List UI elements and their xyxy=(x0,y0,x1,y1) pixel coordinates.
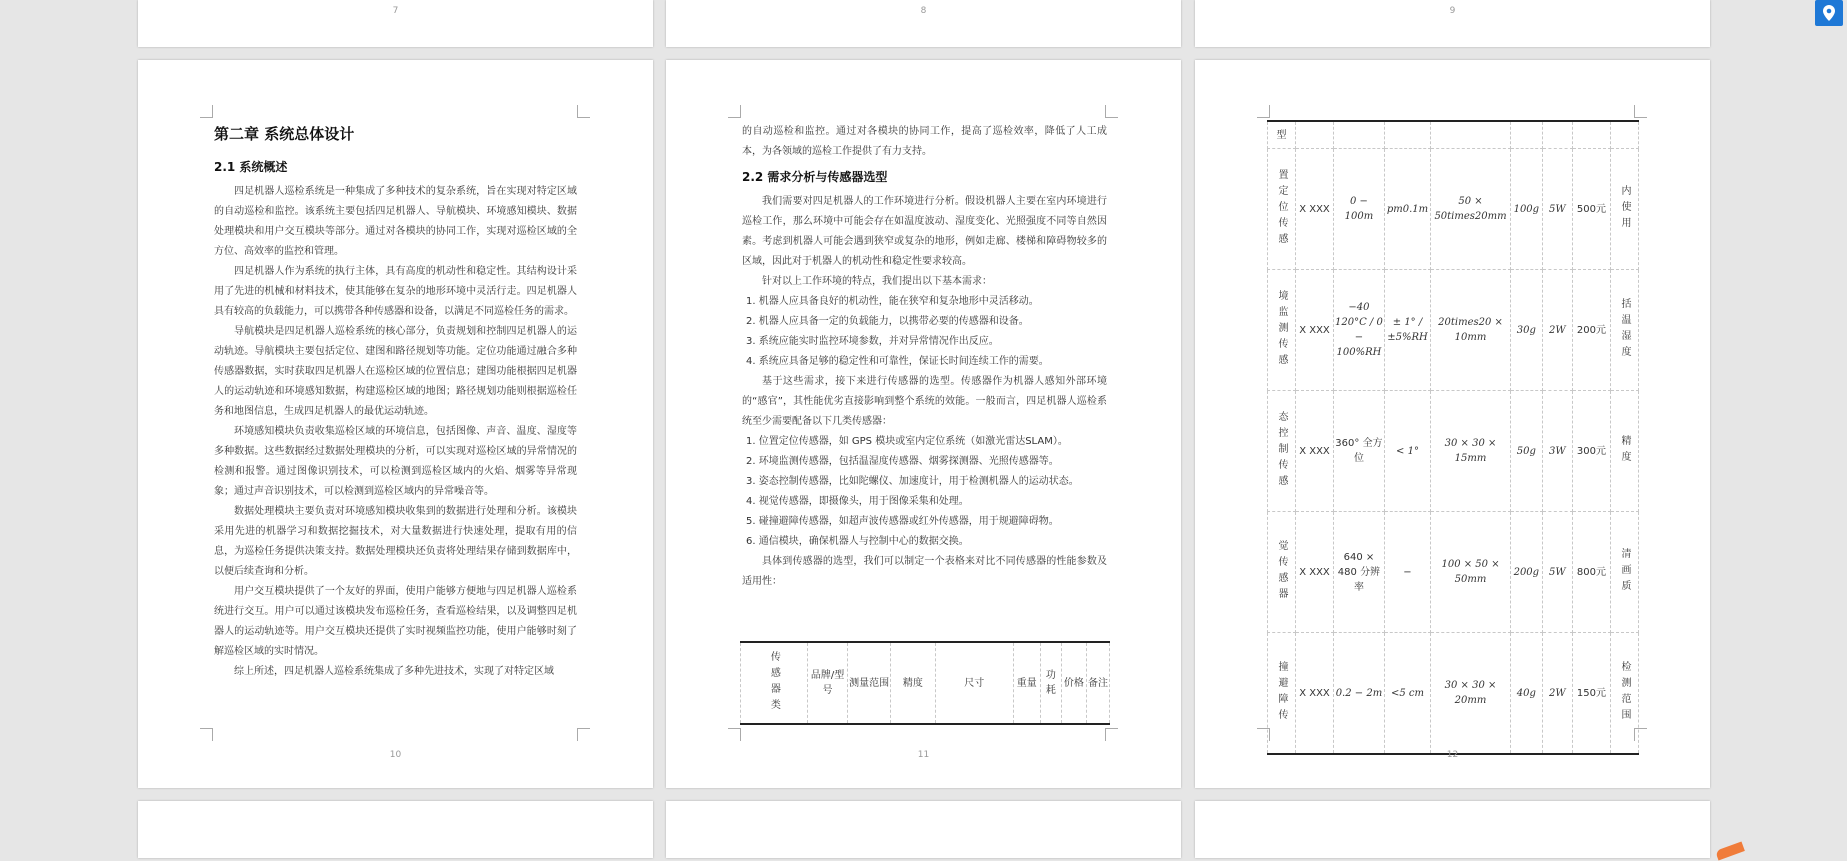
page-8 xyxy=(666,0,1181,47)
table-cell: 200元 xyxy=(1572,270,1610,391)
table-cell: X XXX xyxy=(1295,633,1333,755)
table-cell: 置定位传感 xyxy=(1268,149,1296,270)
paragraph: 四足机器人巡检系统是一种集成了多种技术的复杂系统，旨在实现对特定区域的自动巡检和监控。该系统主要包括四足机器人、导航模块、环境感知模块、数据处理模块和用户交互模块等部分。通过对各模块的协同工作，实现对巡检区域的全方位、高效率的监控和管理。 xyxy=(214,186,577,257)
list-item: 3. 姿态控制传感器，比如陀螺仪、加速度计，用于检测机器人的运动状态。 xyxy=(746,476,1079,487)
table-cell: 精度 xyxy=(1611,391,1639,512)
list-item: 2. 机器人应具备一定的负载能力，以携带必要的传感器和设备。 xyxy=(746,316,1029,327)
table-header-cell: 重量 xyxy=(1013,642,1040,724)
table-header-cell: 精度 xyxy=(890,642,935,724)
table-row xyxy=(1268,270,1639,391)
list-item: 5. 碰撞避障传感器，如超声波传感器或红外传感器，用于规避障碍物。 xyxy=(746,516,1059,527)
table-cell: < 1° xyxy=(1384,391,1431,512)
table-header-cell: 品牌/型号 xyxy=(807,642,848,724)
page-number: 12 xyxy=(1446,750,1459,760)
paragraph: 综上所述，四足机器人巡检系统集成了多种先进技术，实现了对特定区域 xyxy=(234,666,554,677)
table-cell: 50 × 50times20mm xyxy=(1431,149,1511,270)
table-header-cell: 尺寸 xyxy=(935,642,1013,724)
page-12 xyxy=(1195,60,1710,788)
list-item: 2. 环境监测传感器，包括温湿度传感器、烟雾探测器、光照传感器等。 xyxy=(746,456,1059,467)
page-14 xyxy=(666,801,1181,858)
table-cell: X XXX xyxy=(1295,391,1333,512)
table-cell: 100g xyxy=(1510,149,1542,270)
sensor-table-body xyxy=(1267,120,1639,755)
chapter-title: 第二章 系统总体设计 xyxy=(214,125,355,143)
table-cell: 型 xyxy=(1268,121,1296,149)
table-cell: 内使用 xyxy=(1611,149,1639,270)
paragraph: 四足机器人作为系统的执行主体，具有高度的机动性和稳定性。其结构设计采用了先进的机械和材料技术，使其能够在复杂的地形环境中灵活行走。四足机器人具有较高的负载能力，可以携带各种传感器和设备，以满足不同巡检任务的需求。 xyxy=(214,266,577,317)
location-pin-button[interactable] xyxy=(1815,0,1843,26)
list-item: 1. 机器人应具备良好的机动性，能在狭窄和复杂地形中灵活移动。 xyxy=(746,296,1039,307)
paragraph: 具体到传感器的选型，我们可以制定一个表格来对比不同传感器的性能参数及适用性： xyxy=(742,556,1107,587)
table-cell: 觉传感器 xyxy=(1268,512,1296,633)
table-header-cell: 传感器类 xyxy=(741,642,808,724)
page-number: 11 xyxy=(917,750,930,760)
list-item: 4. 系统应具备足够的稳定性和可靠性，保证长时间连续工作的需要。 xyxy=(746,356,1049,367)
table-header-cell: 功耗 xyxy=(1040,642,1061,724)
page-10 xyxy=(138,60,653,788)
table-row xyxy=(1268,633,1639,755)
page-number: 7 xyxy=(392,6,399,16)
table-cell: −40 120°C / 0 − 100%RH xyxy=(1334,270,1385,391)
location-pin-icon xyxy=(1822,5,1836,21)
table-cell: pm0.1m xyxy=(1384,149,1431,270)
table-cell: 30 × 30 × 15mm xyxy=(1431,391,1511,512)
table-cell: ± 1° / ±5%RH xyxy=(1384,270,1431,391)
table-cell: 500元 xyxy=(1572,149,1610,270)
table-cell: 5W xyxy=(1542,149,1572,270)
table-cell: 2W xyxy=(1542,270,1572,391)
table-cell: 40g xyxy=(1510,633,1542,755)
table-cell: 撞避障传 xyxy=(1268,633,1296,755)
table-header-cell: 测量范围 xyxy=(848,642,891,724)
table-cell: 360° 全方位 xyxy=(1334,391,1385,512)
table-cell: X XXX xyxy=(1295,149,1333,270)
table-cell: 100 × 50 × 50mm xyxy=(1431,512,1511,633)
table-cell: − xyxy=(1384,512,1431,633)
table-cell: 640 × 480 分辨率 xyxy=(1334,512,1385,633)
table-cell: 200g xyxy=(1510,512,1542,633)
table-cell: X XXX xyxy=(1295,270,1333,391)
page-15 xyxy=(1195,801,1710,858)
table-row xyxy=(1268,512,1639,633)
page-11 xyxy=(666,60,1181,788)
table-cell: 30 × 30 × 20mm xyxy=(1431,633,1511,755)
table-cell: 境监测传感 xyxy=(1268,270,1296,391)
table-cell: 清画质 xyxy=(1611,512,1639,633)
section-heading: 2.2 需求分析与传感器选型 xyxy=(742,170,888,184)
table-row xyxy=(1268,149,1639,270)
table-cell: 30g xyxy=(1510,270,1542,391)
section-heading: 2.1 系统概述 xyxy=(214,160,288,174)
page-9 xyxy=(1195,0,1710,47)
page-number: 8 xyxy=(920,6,927,16)
paragraph: 环境感知模块负责收集巡检区域的环境信息，包括图像、声音、温度、湿度等多种数据。这些数据经过数据处理模块的分析，可以实现对巡检区域的异常情况的检测和报警。通过图像识别技术，可以检测到巡检区域内的火焰、烟雾等异常现象；通过声音识别技术，可以检测到巡检区域内的异常噪音等。 xyxy=(214,426,577,497)
paragraph: 基于这些需求，接下来进行传感器的选型。传感器作为机器人感知外部环境的“感官”，其性能优劣直接影响到整个系统的效能。一般而言，四足机器人巡检系统至少需要配备以下几类传感器： xyxy=(742,376,1107,427)
table-cell: 150元 xyxy=(1572,633,1610,755)
table-row xyxy=(1268,391,1639,512)
table-cell: 0.2 − 2m xyxy=(1334,633,1385,755)
paragraph: 导航模块是四足机器人巡检系统的核心部分，负责规划和控制四足机器人的运动轨迹。导航模块主要包括定位、建图和路径规划等功能。定位功能通过融合多种传感器数据，实时获取四足机器人在巡检区域的位置信息；建图功能根据四足机器人的运动轨迹和环境感知数据，构建巡检区域的地图；路径规划功能则根据巡检任务和地图信息，生成四足机器人的最优运动轨迹。 xyxy=(214,326,577,417)
list-item: 6. 通信模块，确保机器人与控制中心的数据交换。 xyxy=(746,536,969,547)
table-cell: 0 − 100m xyxy=(1334,149,1385,270)
table-cell: 50g xyxy=(1510,391,1542,512)
table-cell: 3W xyxy=(1542,391,1572,512)
table-cell: 5W xyxy=(1542,512,1572,633)
paragraph: 的自动巡检和监控。通过对各模块的协同工作，提高了巡检效率，降低了人工成本，为各领域的巡检工作提供了有力支持。 xyxy=(742,126,1107,157)
paragraph: 数据处理模块主要负责对环境感知模块收集到的数据进行处理和分析。该模块采用先进的机器学习和数据挖掘技术，对大量数据进行快速处理，提取有用的信息，为巡检任务提供决策支持。数据处理模块还负责将处理结果存储到数据库中，以便后续查询和分析。 xyxy=(214,506,577,577)
page-number: 10 xyxy=(389,750,402,760)
table-cell: 2W xyxy=(1542,633,1572,755)
table-cell: 检测范围 xyxy=(1611,633,1639,755)
table-cell: 800元 xyxy=(1572,512,1610,633)
table-cell: X XXX xyxy=(1295,512,1333,633)
page-number: 9 xyxy=(1449,6,1456,16)
list-item: 4. 视觉传感器，即摄像头，用于图像采集和处理。 xyxy=(746,496,969,507)
table-header-cell: 价格 xyxy=(1061,642,1086,724)
paragraph: 针对以上工作环境的特点，我们提出以下基本需求： xyxy=(762,276,992,287)
table-cell: 态控制传感 xyxy=(1268,391,1296,512)
page-13 xyxy=(138,801,653,858)
table-cell: 20times20 × 10mm xyxy=(1431,270,1511,391)
table-cell: <5 cm xyxy=(1384,633,1431,755)
paragraph: 用户交互模块提供了一个友好的界面，使用户能够方便地与四足机器人巡检系统进行交互。用户可以通过该模块发布巡检任务，查看巡检结果，以及调整四足机器人的运动轨迹等。用户交互模块还提供了实时视频监控功能，使用户能够时刻了解巡检区域的实时情况。 xyxy=(214,586,577,657)
table-header-cell: 备注 xyxy=(1086,642,1109,724)
table-cell: 括温湿度 xyxy=(1611,270,1639,391)
table-cell: 300元 xyxy=(1572,391,1610,512)
list-item: 1. 位置定位传感器，如 GPS 模块或室内定位系统（如激光雷达SLAM）。 xyxy=(746,436,1068,447)
list-item: 3. 系统应能实时监控环境参数，并对异常情况作出反应。 xyxy=(746,336,999,347)
paragraph: 我们需要对四足机器人的工作环境进行分析。假设机器人主要在室内环境进行巡检工作，那么环境中可能会存在如温度波动、湿度变化、光照强度不同等自然因素。考虑到机器人可能会遇到狭窄或复杂的地形，例如走廊、楼梯和障碍物较多的区域，因此对于机器人的机动性和稳定性要求较高。 xyxy=(742,196,1107,267)
sensor-table-header xyxy=(740,641,1110,725)
page-7 xyxy=(138,0,653,47)
